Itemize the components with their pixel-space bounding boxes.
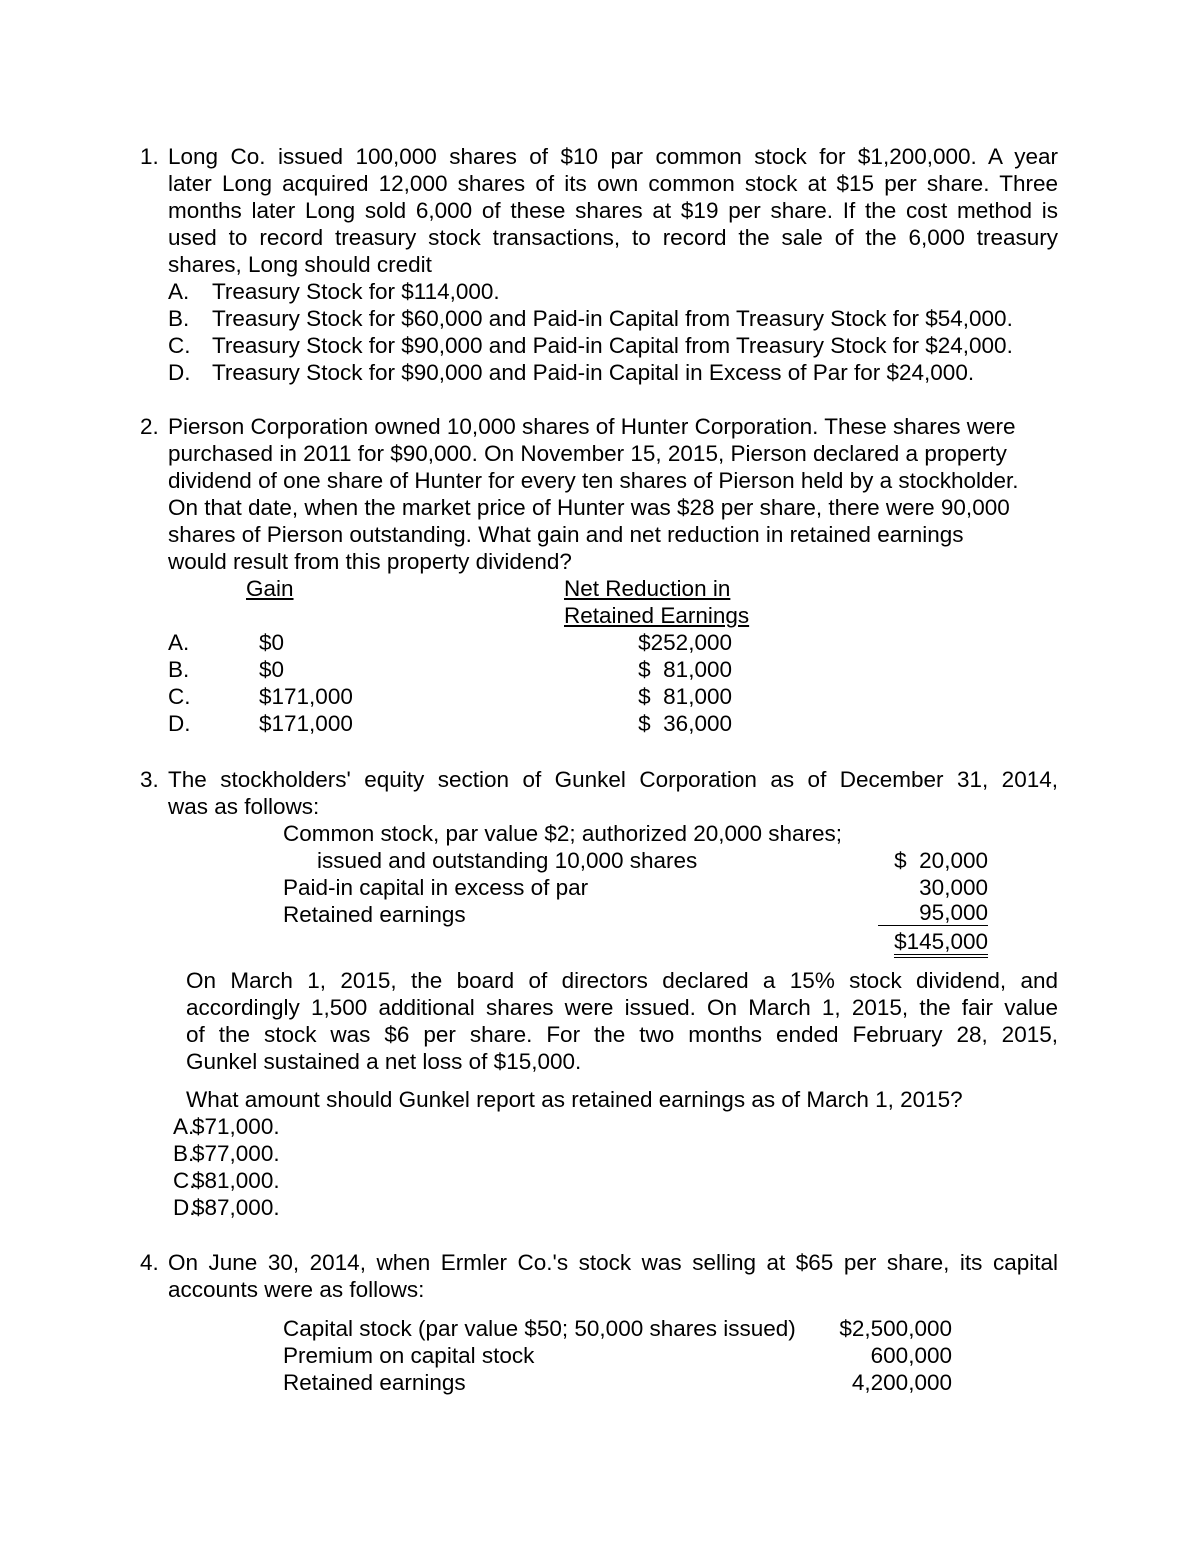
account-label: Premium on capital stock — [283, 1343, 535, 1368]
option-letter: A. — [173, 1114, 195, 1139]
option-text: $71,000. — [192, 1114, 280, 1139]
answer-option-c — [173, 1167, 1058, 1194]
question-text — [168, 766, 1058, 820]
option-letter: C. — [168, 333, 191, 358]
question-line: Long Co. issued 100,000 shares of $10 par common stock for $1,200,000. A year — [168, 144, 1058, 169]
answer-options — [168, 278, 1058, 386]
equity-table — [140, 820, 1058, 955]
option-gain: $0 — [259, 630, 285, 655]
account-amount: 4,200,000 — [851, 1370, 952, 1395]
question-text — [168, 1249, 1058, 1303]
question-text — [168, 413, 1058, 575]
option-text: $81,000. — [192, 1168, 280, 1193]
table-header-row — [140, 602, 1058, 629]
equity-row — [140, 820, 1058, 847]
option-letter: C. — [173, 1168, 196, 1193]
capital-accounts-table — [140, 1315, 1058, 1396]
question-line: dividend of one share of Hunter for every ten shares of Pierson held by a stockholder. — [168, 468, 1019, 493]
question-line: The stockholders' equity section of Gunkel Corporation as of December 31, 2014, — [168, 767, 1058, 792]
option-net-reduction: $ 81,000 — [638, 657, 732, 682]
option-letter: B. — [173, 1141, 195, 1166]
question-1 — [140, 143, 1058, 386]
equity-row — [140, 874, 1058, 901]
account-label: Retained earnings — [283, 1370, 466, 1395]
equity-total — [840, 928, 988, 955]
question-line: would result from this property dividend? — [168, 549, 572, 574]
table-header-row — [140, 575, 1058, 602]
equity-amount: 30,000 — [919, 875, 988, 900]
paragraph-line: Gunkel sustained a net loss of $15,000. — [186, 1049, 582, 1074]
paragraph-line: of the stock was $6 per share. For the two months ended February 28, 2015, — [186, 1022, 1058, 1047]
option-gain: $0 — [259, 657, 285, 682]
answer-option-a — [168, 278, 1058, 305]
question-line: used to record treasury stock transactions, to record the sale of the 6,000 treasury — [168, 225, 1058, 250]
answer-option-c — [168, 332, 1058, 359]
question-line: Pierson Corporation owned 10,000 shares of Hunter Corporation. These shares were — [168, 414, 1016, 439]
table-row — [140, 656, 1058, 683]
equity-row — [140, 901, 1058, 928]
option-text: Treasury Stock for $114,000. — [212, 279, 500, 304]
equity-amount: $ 20,000 — [894, 848, 988, 873]
option-letter: A. — [168, 279, 190, 304]
question-line: was as follows: — [168, 794, 320, 819]
question-number: 1. — [140, 144, 159, 169]
option-text: Treasury Stock for $60,000 and Paid-in Capital from Treasury Stock for $54,000. — [212, 306, 1013, 331]
table-row — [140, 629, 1058, 656]
column-header-gain: Gain — [246, 576, 294, 601]
question-line: On June 30, 2014, when Ermler Co.'s stock was selling at $65 per share, its capital — [168, 1250, 1058, 1275]
option-gain: $171,000 — [259, 684, 353, 709]
account-row — [140, 1342, 1058, 1369]
answer-table — [140, 575, 1058, 737]
option-letter: B. — [168, 657, 190, 682]
option-letter: B. — [168, 306, 190, 331]
question-number: 2. — [140, 414, 159, 439]
option-text: $77,000. — [192, 1141, 280, 1166]
account-row — [140, 1369, 1058, 1396]
question-text — [168, 143, 1058, 278]
account-label: Capital stock (par value $50; 50,000 shares issued) — [283, 1316, 796, 1341]
option-net-reduction: $ 81,000 — [638, 684, 732, 709]
equity-total-amount: $145,000 — [894, 929, 988, 958]
question-4 — [140, 1249, 1058, 1396]
option-letter: D. — [168, 360, 191, 385]
equity-label: issued and outstanding 10,000 shares — [317, 848, 698, 873]
answer-option-d — [168, 359, 1058, 386]
option-text: $87,000. — [192, 1195, 280, 1220]
question-line: On that date, when the market price of Hunter was $28 per share, there were 90,000 — [168, 495, 1010, 520]
question-line: shares, Long should credit — [168, 252, 432, 277]
account-row — [140, 1315, 1058, 1342]
answer-option-b — [173, 1140, 1058, 1167]
option-text: Treasury Stock for $90,000 and Paid-in Capital from Treasury Stock for $24,000. — [212, 333, 1013, 358]
question-line: later Long acquired 12,000 shares of its own common stock at $15 per share. Three — [168, 171, 1058, 196]
equity-label: Common stock, par value $2; authorized 20,000 shares; — [283, 821, 843, 846]
option-letter: D. — [173, 1195, 196, 1220]
column-header-retained-earnings: Retained Earnings — [564, 603, 750, 628]
account-amount: 600,000 — [870, 1343, 952, 1368]
question-2 — [140, 413, 1058, 737]
option-letter: C. — [168, 684, 191, 709]
question-line: months later Long sold 6,000 of these shares at $19 per share. If the cost method is — [168, 198, 1058, 223]
equity-amount: 95,000 — [878, 901, 988, 926]
equity-label: Paid-in capital in excess of par — [283, 875, 589, 900]
question-paragraph — [186, 967, 1058, 1113]
equity-total-row — [140, 928, 1058, 955]
option-net-reduction: $252,000 — [638, 630, 732, 655]
account-amount: $2,500,000 — [839, 1316, 952, 1341]
question-line: shares of Pierson outstanding. What gain and net reduction in retained earnings — [168, 522, 964, 547]
question-line: purchased in 2011 for $90,000. On November 15, 2015, Pierson declared a property — [168, 441, 1007, 466]
answer-option-b — [168, 305, 1058, 332]
paragraph-line: accordingly 1,500 additional shares were issued. On March 1, 2015, the fair value — [186, 995, 1058, 1020]
option-letter: A. — [168, 630, 190, 655]
answer-option-a — [173, 1113, 1058, 1140]
option-letter: D. — [168, 711, 191, 736]
question-number: 4. — [140, 1250, 159, 1275]
table-row — [140, 710, 1058, 737]
option-text: Treasury Stock for $90,000 and Paid-in Capital in Excess of Par for $24,000. — [212, 360, 975, 385]
answer-options — [173, 1113, 1058, 1221]
question-3 — [140, 766, 1058, 1221]
option-gain: $171,000 — [259, 711, 353, 736]
equity-label: Retained earnings — [283, 902, 466, 927]
question-prompt: What amount should Gunkel report as retained earnings as of March 1, 2015? — [186, 1087, 963, 1112]
column-header-net-reduction: Net Reduction in — [564, 576, 731, 601]
question-line: accounts were as follows: — [168, 1277, 425, 1302]
paragraph-line: On March 1, 2015, the board of directors declared a 15% stock dividend, and — [186, 968, 1058, 993]
question-number: 3. — [140, 767, 159, 792]
equity-row — [140, 847, 1058, 874]
answer-option-d — [173, 1194, 1058, 1221]
table-row — [140, 683, 1058, 710]
option-net-reduction: $ 36,000 — [638, 711, 732, 736]
